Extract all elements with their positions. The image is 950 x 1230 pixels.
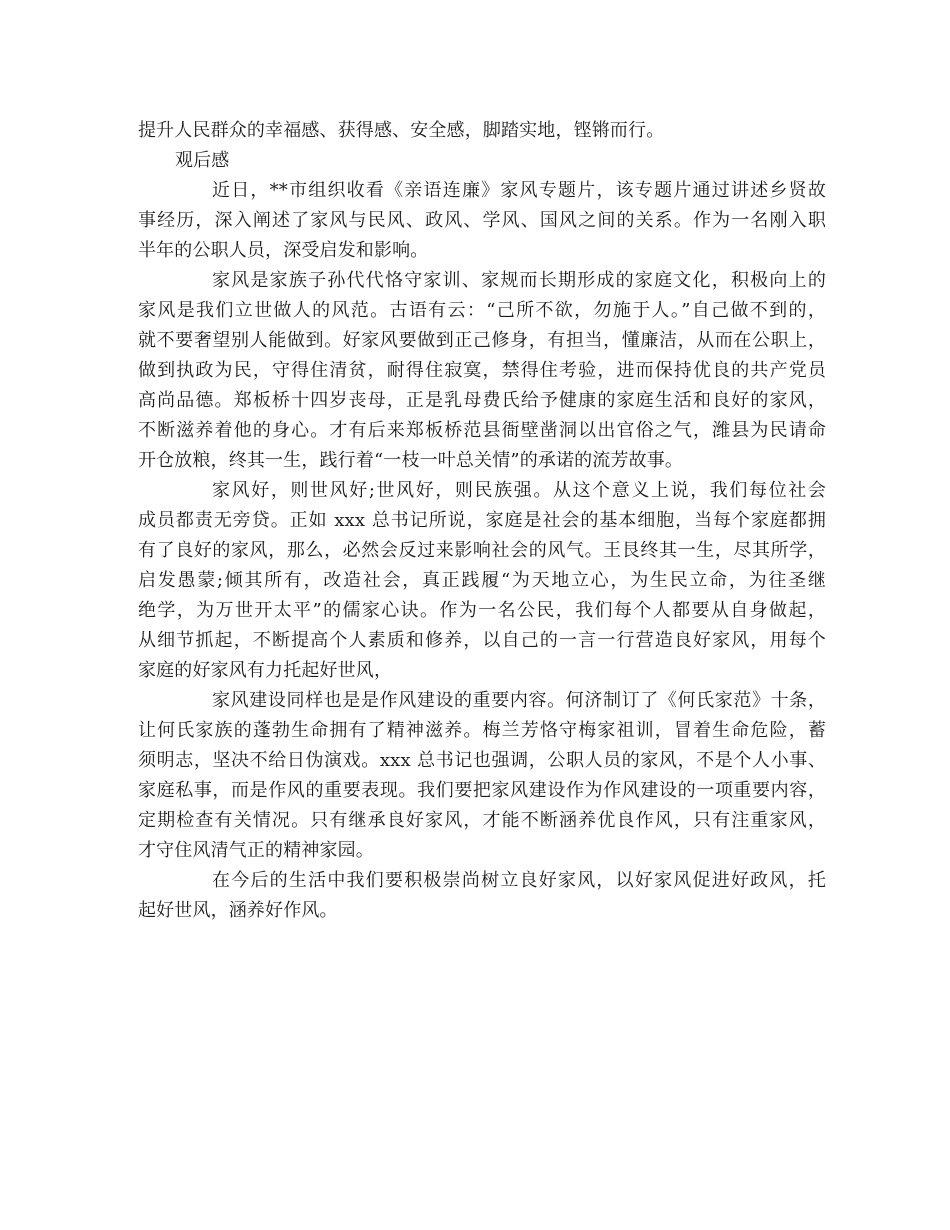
paragraph-line: 家庭私事，而是作风的重要表现。我们要把家风建设作为作风建设的一项重要内容，: [138, 780, 826, 801]
paragraph-line: 提升人民群众的幸福感、获得感、安全感，脚踏实地，铿锵而行。: [138, 120, 665, 141]
paragraph-line: 须明志，坚决不给日伪演戏。xxx 总书记也强调，公职人员的家风，不是个人小事、: [138, 750, 826, 771]
paragraph-line: 启发愚蒙;倾其所有，改造社会，真正践履“为天地立心，为生民立命，为往圣继: [138, 570, 826, 591]
paragraph-line: 有了良好的家风，那么，必然会反过来影响社会的风气。王艮终其一生，尽其所学，: [138, 540, 826, 561]
paragraph-line: 高尚品德。郑板桥十四岁丧母，正是乳母费氏给予健康的家庭生活和良好的家风，: [138, 390, 826, 411]
paragraph-line: 在今后的生活中我们要积极崇尚树立良好家风，以好家风促进好政风，托: [212, 870, 826, 891]
paragraph-line: 近日，**市组织收看《亲语连廉》家风专题片，该专题片通过讲述乡贤故: [212, 180, 826, 201]
paragraph-line: 家庭的好家风有力托起好世风，: [138, 660, 393, 681]
paragraph-line: 家风是家族子孙代代恪守家训、家规而长期形成的家庭文化，积极向上的: [212, 270, 826, 291]
paragraph-line: 才守住风清气正的精神家园。: [138, 840, 374, 861]
paragraph-line: 从细节抓起，不断提高个人素质和修养，以自己的一言一行营造良好家风，用每个: [138, 630, 826, 651]
paragraph-line: 成员都责无旁贷。正如 xxx 总书记所说，家庭是社会的基本细胞，当每个家庭都拥: [138, 510, 826, 531]
paragraph-line: 家风是我们立世做人的风范。古语有云：“己所不欲，勿施于人。”自己做不到的，: [138, 300, 826, 321]
paragraph-line: 让何氏家族的蓬勃生命拥有了精神滋养。梅兰芳恪守梅家祖训，冒着生命危险，蓄: [138, 720, 826, 741]
paragraph-line: 定期检查有关情况。只有继承良好家风，才能不断涵养优良作风，只有注重家风，: [138, 810, 826, 831]
paragraph-line: 做到执政为民，守得住清贫，耐得住寂寞，禁得住考验，进而保持优良的共产党员: [138, 360, 826, 381]
paragraph-line: 就不要奢望别人能做到。好家风要做到正己修身，有担当，懂廉洁，从而在公职上，: [138, 330, 826, 351]
paragraph-line: 家风建设同样也是是作风建设的重要内容。何济制订了《何氏家范》十条，: [212, 690, 826, 711]
paragraph-line: 开仓放粮，终其一生，践行着“一枝一叶总关情”的承诺的流芳故事。: [138, 450, 684, 471]
paragraph-line: 家风好，则世风好;世风好，则民族强。从这个意义上说，我们每位社会: [212, 480, 826, 501]
paragraph-line: 事经历，深入阐述了家风与民风、政风、学风、国风之间的关系。作为一名刚入职: [138, 210, 826, 231]
paragraph-line: 半年的公职人员，深受启发和影响。: [138, 240, 429, 261]
document-page: [138, 116, 826, 926]
section-heading: 观后感: [175, 150, 230, 171]
paragraph-line: 绝学，为万世开太平”的儒家心诀。作为一名公民，我们每个人都要从自身做起，: [138, 600, 826, 621]
paragraph-line: 不断滋养着他的身心。才有后来郑板桥范县衙壁凿洞以出官俗之气，潍县为民请命: [138, 420, 826, 441]
paragraph-line: 起好世风，涵养好作风。: [138, 900, 338, 921]
